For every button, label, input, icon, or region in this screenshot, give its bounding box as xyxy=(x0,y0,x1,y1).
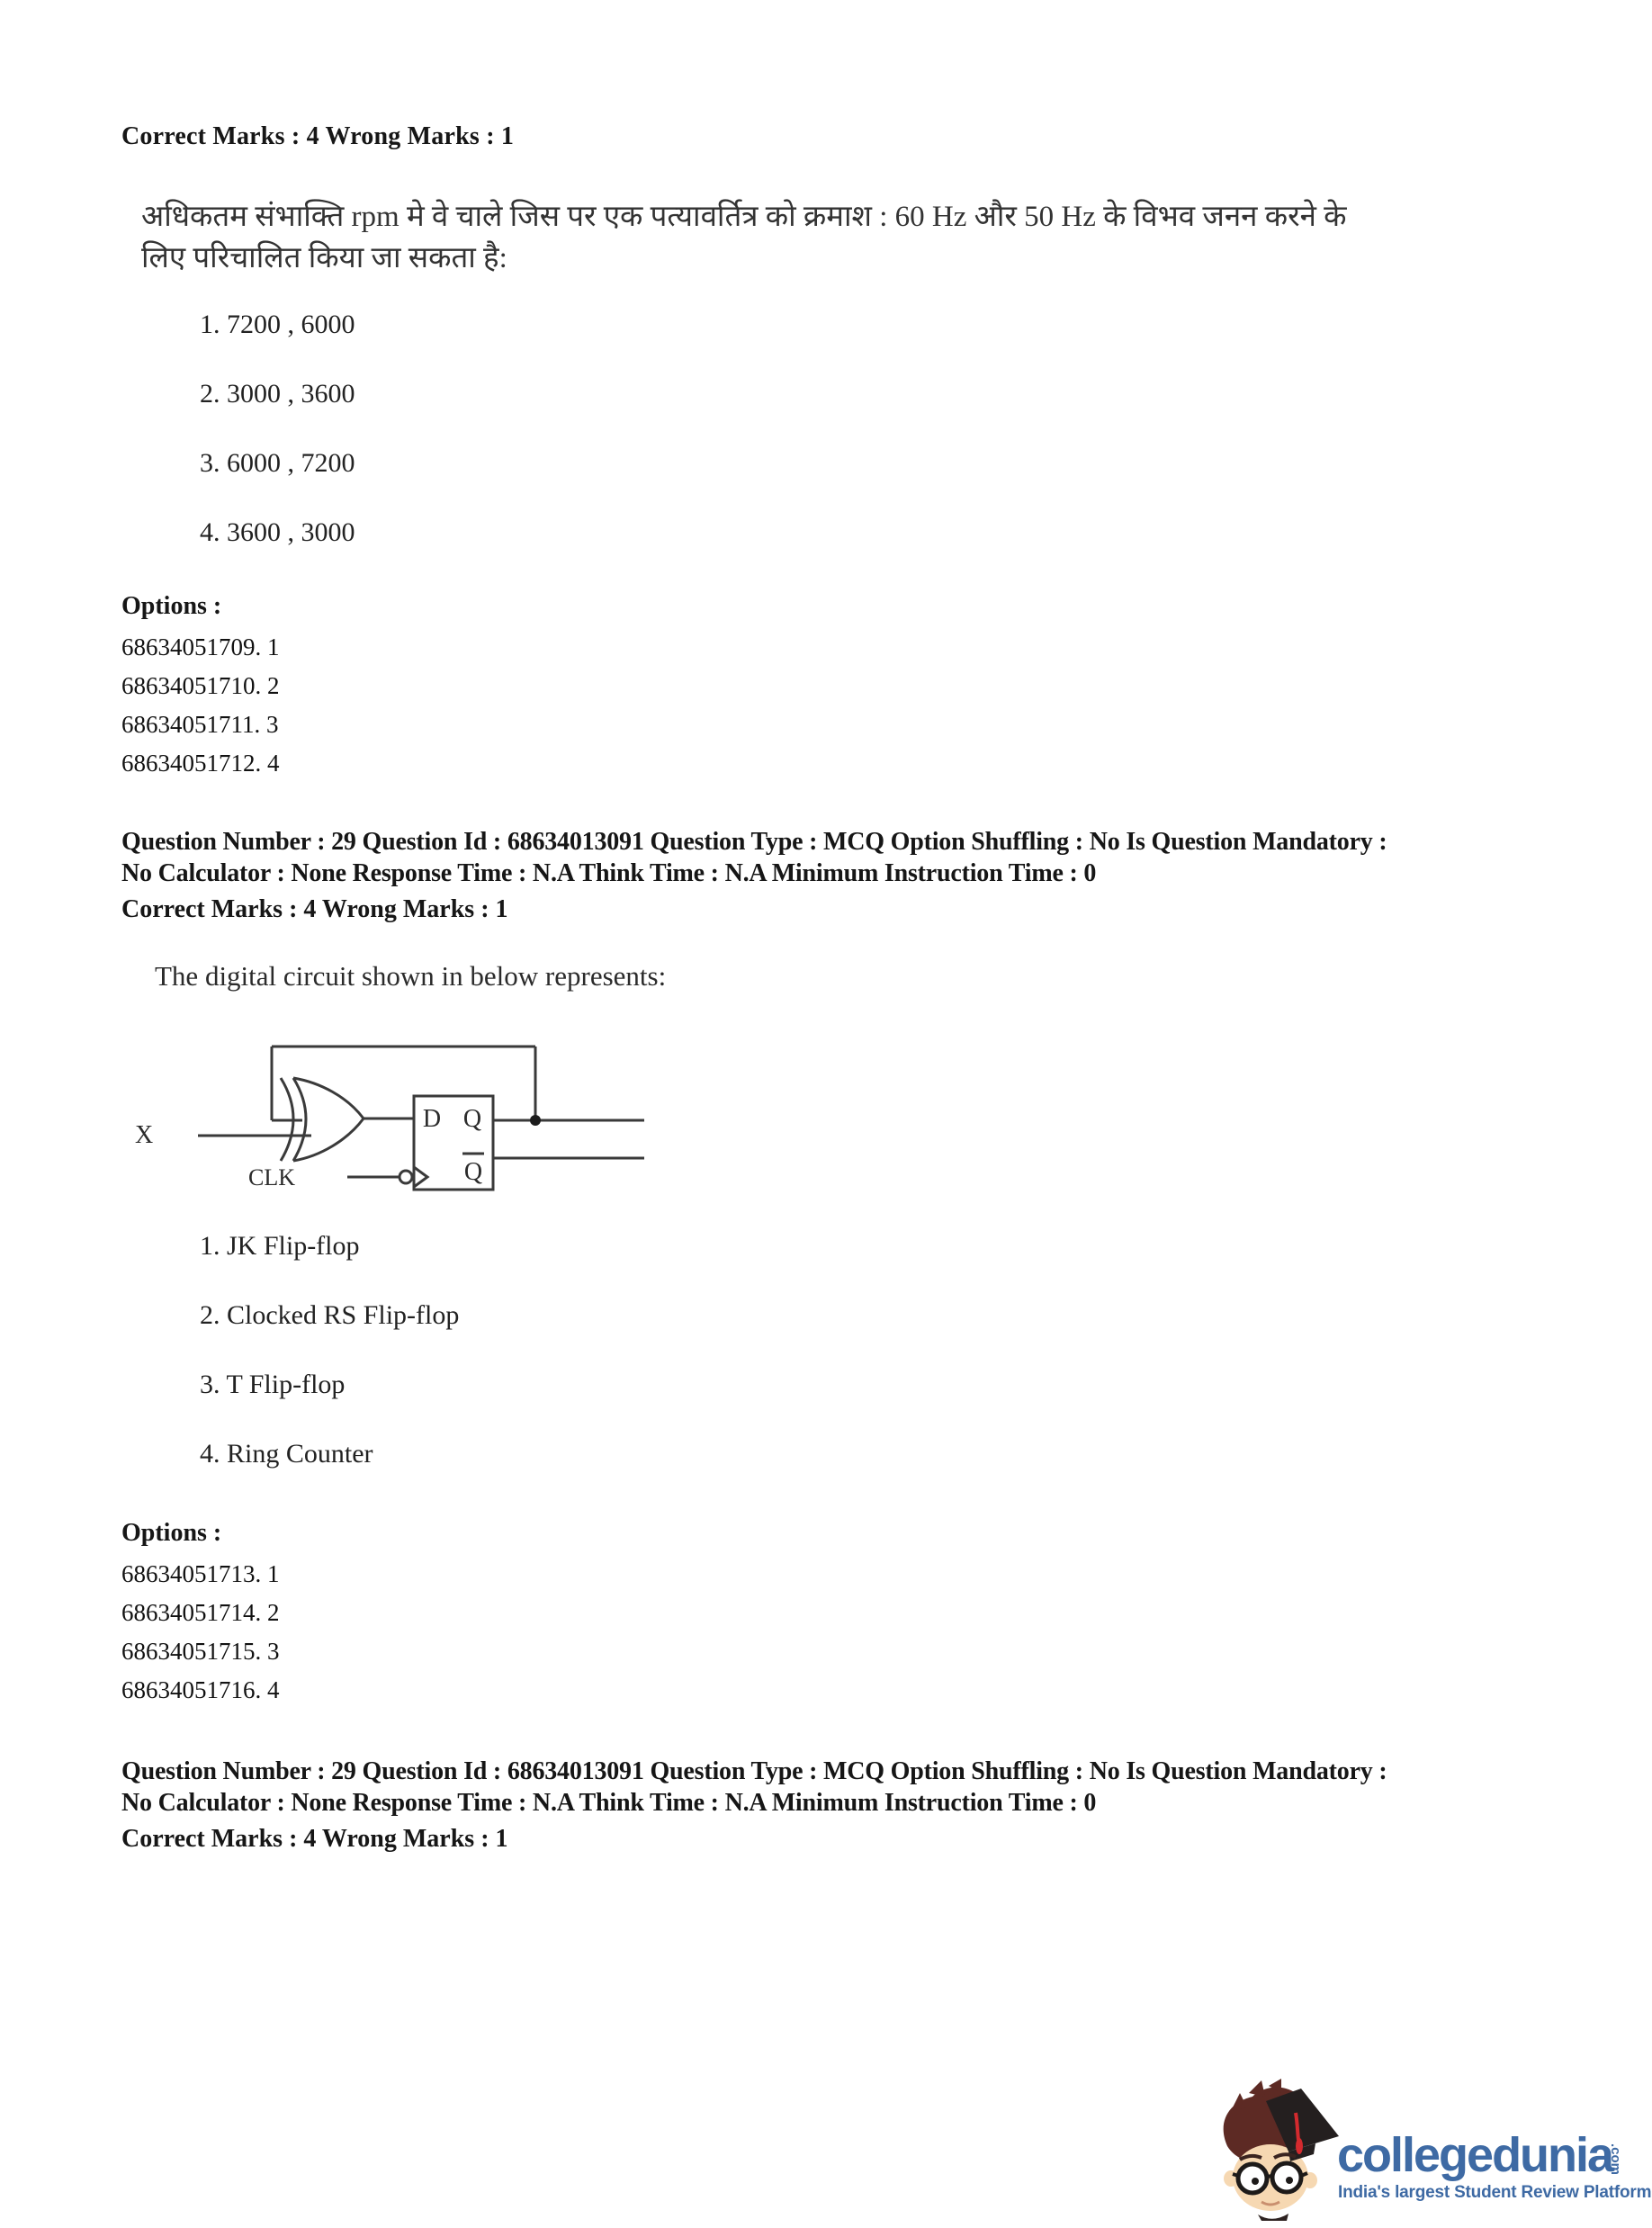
question-text-hindi xyxy=(141,196,1347,279)
options-heading: Options : xyxy=(121,1519,222,1547)
option-id: 68634051714. 2 xyxy=(121,1599,280,1626)
options-heading: Options : xyxy=(121,592,222,620)
option-id: 68634051715. 3 xyxy=(121,1638,280,1665)
junction-dot xyxy=(530,1115,541,1126)
option-id: 68634051713. 1 xyxy=(121,1560,280,1587)
circuit-clock-label: CLK xyxy=(248,1164,295,1190)
prev-question-marks: Correct Marks : 4 Wrong Marks : 1 xyxy=(121,122,515,150)
question-text-line: लिए परिचालित किया जा सकता है: xyxy=(141,242,507,274)
option-id: 68634051711. 3 xyxy=(121,711,279,738)
choice-option-2: 2. Clocked RS Flip-flop xyxy=(200,1300,460,1330)
choice-option-2: 2. 3000 , 3600 xyxy=(200,379,355,409)
option-id: 68634051716. 4 xyxy=(121,1676,280,1703)
question-text-english: The digital circuit shown in below represents: xyxy=(155,960,667,992)
flipflop-q-label: Q xyxy=(462,1105,482,1133)
brand-suffix: .com xyxy=(1608,2143,1623,2176)
option-id: 68634051710. 2 xyxy=(121,672,280,699)
flipflop-qbar-label: Q xyxy=(463,1158,483,1186)
question-metadata xyxy=(121,826,1387,924)
choice-option-1: 1. JK Flip-flop xyxy=(200,1231,360,1261)
question-marks: Correct Marks : 4 Wrong Marks : 1 xyxy=(121,895,508,923)
metadata-line: Question Number : 29 Question Id : 68634013091 Question Type : MCQ Option Shuffling : No Is Question Mandatory : xyxy=(121,828,1387,856)
option-id-list xyxy=(121,1555,280,1710)
brand-tagline: India's largest Student Review Platform xyxy=(1338,2183,1652,2202)
question-marks: Correct Marks : 4 Wrong Marks : 1 xyxy=(121,1825,508,1853)
metadata-line: Question Number : 29 Question Id : 68634013091 Question Type : MCQ Option Shuffling : No Is Question Mandatory : xyxy=(121,1757,1387,1785)
brand-name: collegedunia xyxy=(1337,2128,1613,2182)
choice-option-3: 3. T Flip-flop xyxy=(200,1370,346,1399)
option-id: 68634051709. 1 xyxy=(121,633,280,660)
choice-option-4: 4. 3600 , 3000 xyxy=(200,517,355,547)
choice-option-3: 3. 6000 , 7200 xyxy=(200,448,355,478)
choice-option-1: 1. 7200 , 6000 xyxy=(200,310,355,339)
option-id-list xyxy=(121,628,280,783)
question-metadata xyxy=(121,1756,1387,1854)
circuit-diagram xyxy=(126,1021,666,1219)
collegedunia-logo xyxy=(1217,2061,1652,2228)
choice-list xyxy=(200,310,355,587)
metadata-line: No Calculator : None Response Time : N.A Think Time : N.A Minimum Instruction Time : 0 xyxy=(121,859,1097,887)
choice-option-4: 4. Ring Counter xyxy=(200,1439,373,1469)
metadata-line: No Calculator : None Response Time : N.A Think Time : N.A Minimum Instruction Time : 0 xyxy=(121,1789,1097,1817)
flipflop-d-label: D xyxy=(422,1105,442,1133)
choice-list xyxy=(200,1231,459,1508)
mascot-icon xyxy=(1217,2061,1351,2228)
circuit-input-label: X xyxy=(135,1121,154,1149)
question-text-line: अधिकतम संभाक्ति rpm मे वे चाले जिस पर एक पत्यावर्तित्र को क्रमाश : 60 Hz और 50 Hz के विभव जनन करने के xyxy=(141,201,1347,233)
option-id: 68634051712. 4 xyxy=(121,750,280,777)
